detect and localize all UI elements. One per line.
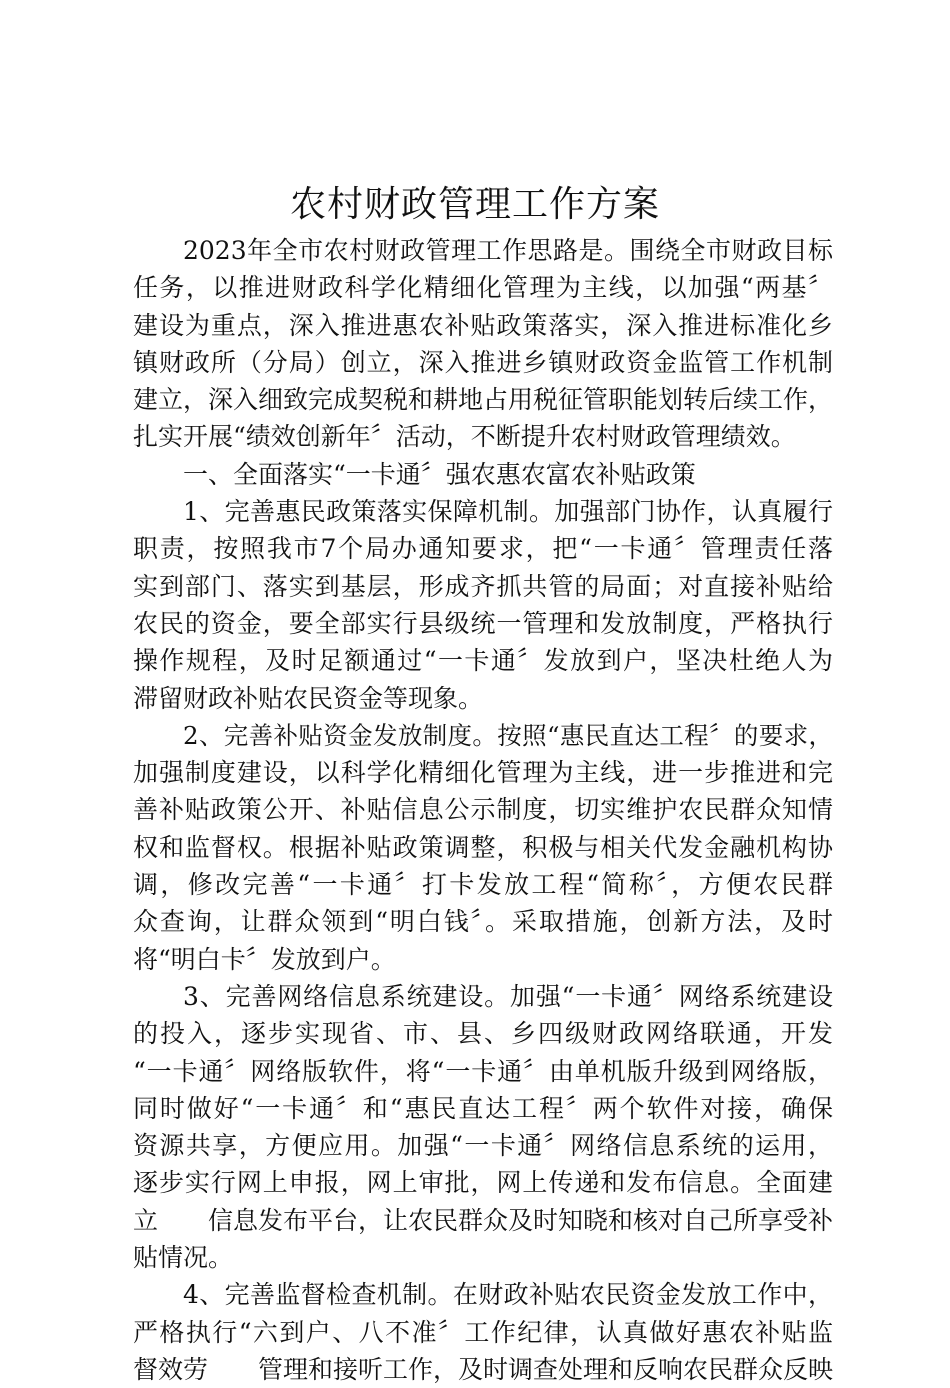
text-line: 镇财政所（分局）创立，深入推进乡镇财政资金监管工作机制 <box>133 347 833 377</box>
text-line: 扎实开展“绩效创新年〞活动，不断提升农村财政管理绩效。 <box>133 422 796 452</box>
text-line: 2023年全市农村财政管理工作思路是。围绕全市财政目标 <box>183 236 833 265</box>
text-line: 善补贴政策公开、补贴信息公示制度，切实维护农民群众知情 <box>133 795 833 825</box>
text-line: 操作规程，及时足额通过“一卡通〞发放到户，坚决杜绝人为 <box>133 646 833 676</box>
text-line: 一、全面落实“一卡通〞强农惠农富农补贴政策 <box>183 459 696 489</box>
text-line: 调，修改完善“一卡通〞打卡发放工程“简称〞，方便农民群 <box>133 870 833 900</box>
text-line: 建设为重点，深入推进惠农补贴政策落实，深入推进标准化乡 <box>133 310 833 340</box>
text-line: 同时做好“一卡通〞和“惠民直达工程〞两个软件对接，确保 <box>133 1093 833 1123</box>
text-line: 农民的资金，要全部实行县级统一管理和发放制度，严格执行 <box>133 608 833 638</box>
text-line: 2、完善补贴资金发放制度。按照“惠民直达工程〞的要求， <box>183 720 833 750</box>
text-line: 严格执行“六到户、八不准〞工作纪律，认真做好惠农补贴监 <box>133 1317 833 1347</box>
text-line: 4、完善监督检查机制。在财政补贴农民资金发放工作中， <box>183 1280 833 1310</box>
text-line: “一卡通〞网络版软件，将“一卡通〞由单机版升级到网络版， <box>133 1056 833 1086</box>
text-line: 贴情况。 <box>133 1243 234 1273</box>
text-line: 滞留财政补贴农民资金等现象。 <box>133 683 484 713</box>
text-line: 督效劳 管理和接听工作，及时调查处理和反响农民群众反映 <box>133 1354 834 1384</box>
text-line: 立 信息发布平台，让农民群众及时知晓和核对自己所享受补 <box>133 1205 834 1235</box>
text-line: 资源共享，方便应用。加强“一卡通〞网络信息系统的运用， <box>133 1131 833 1161</box>
text-line: 逐步实行网上申报，网上审批，网上传递和发布信息。全面建 <box>133 1168 833 1198</box>
document-body <box>133 232 833 1388</box>
text-line: 众查询，让群众领到“明白钱〞。采取措施，创新方法，及时 <box>133 907 833 937</box>
text-line: 将“明白卡〞发放到户。 <box>133 944 396 974</box>
text-line: 3、完善网络信息系统建设。加强“一卡通〞网络系统建设 <box>183 981 833 1011</box>
text-line: 的投入，逐步实现省、市、县、乡四级财政网络联通，开发 <box>133 1019 833 1049</box>
text-line: 实到部门、落实到基层，形成齐抓共管的局面；对直接补贴给 <box>133 571 833 601</box>
text-line: 加强制度建设，以科学化精细化管理为主线，进一步推进和完 <box>133 758 833 788</box>
text-line: 1、完善惠民政策落实保障机制。加强部门协作，认真履行 <box>183 497 833 527</box>
document-title: 农村财政管理工作方案 <box>289 184 660 225</box>
text-line: 权和监督权。根据补贴政策调整，积极与相关代发金融机构协 <box>133 832 833 862</box>
text-line: 建立，深入细致完成契税和耕地占用税征管职能划转后续工作， <box>133 385 834 415</box>
text-line: 职责，按照我市7个局办通知要求，把“一卡通〞管理责任落 <box>133 534 833 564</box>
text-line: 任务，以推进财政科学化精细化管理为主线，以加强“两基〞 <box>133 273 833 303</box>
